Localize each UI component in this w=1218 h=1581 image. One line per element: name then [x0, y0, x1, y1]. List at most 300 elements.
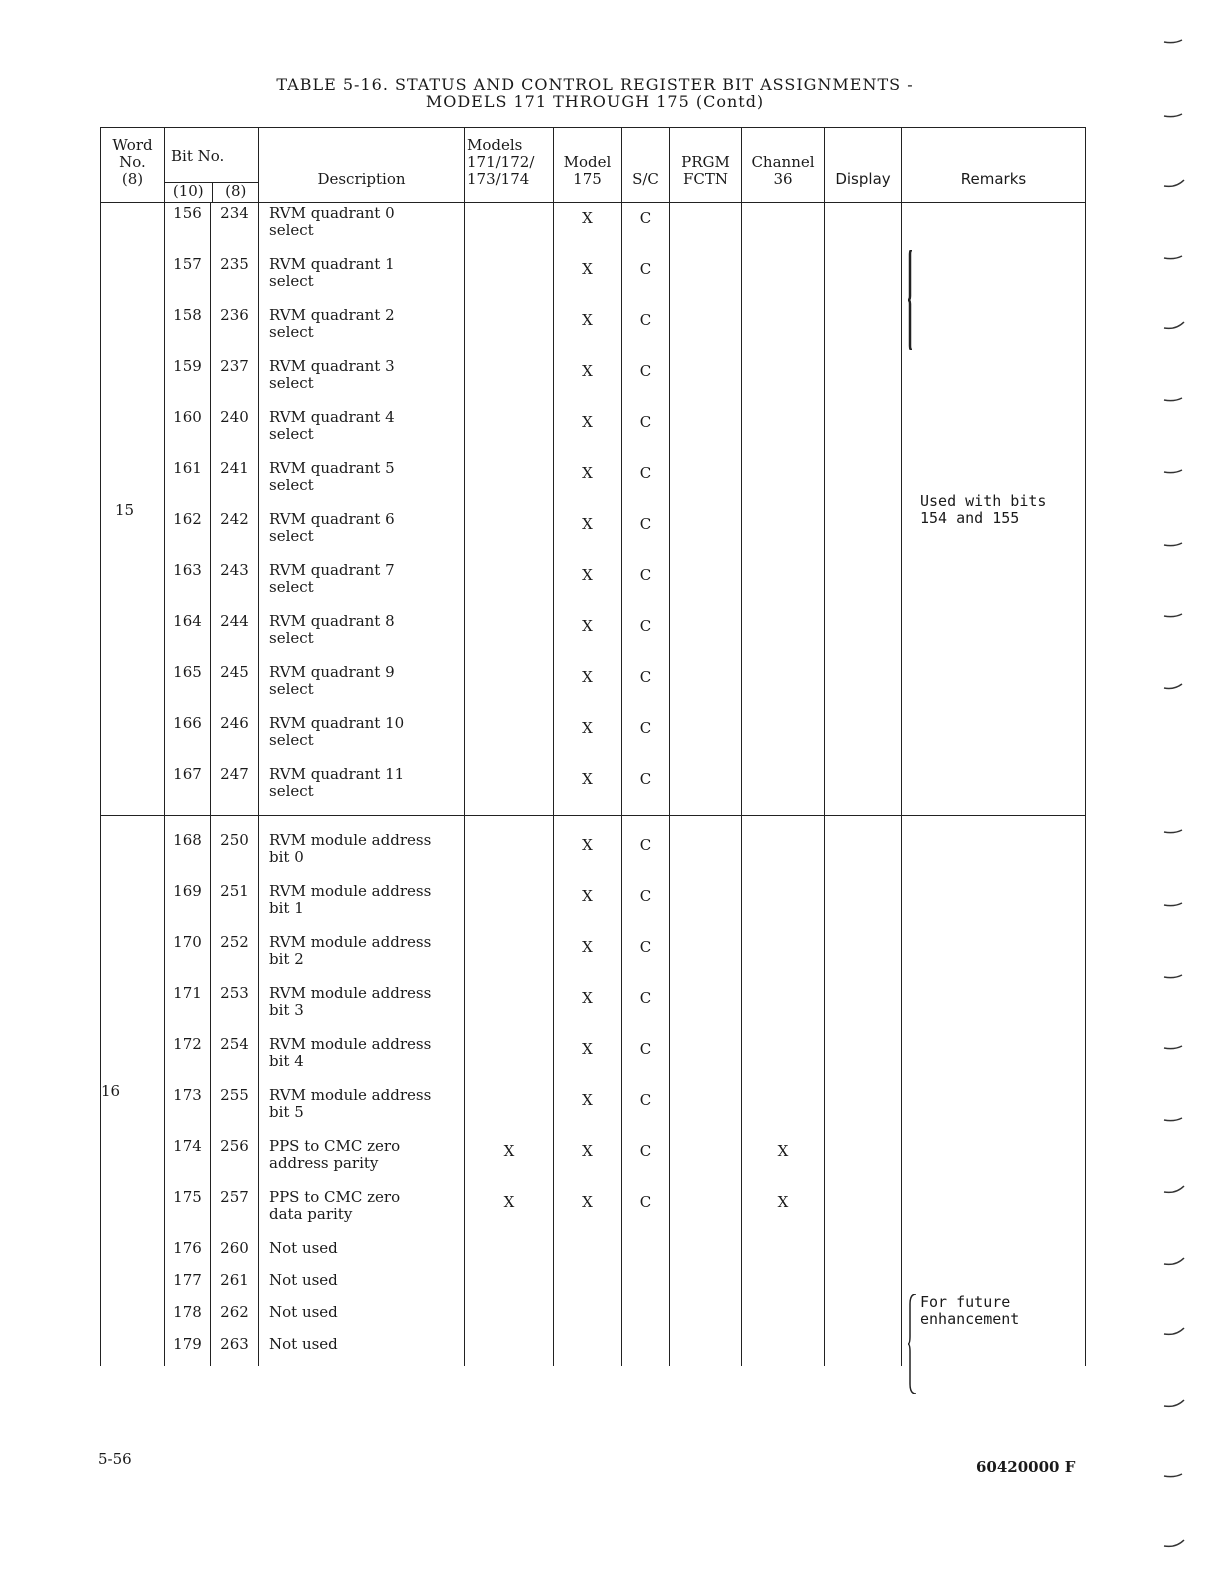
binding-mark: [1164, 322, 1184, 328]
bit-description: [259, 881, 465, 932]
models-171-174-mark: [465, 713, 554, 764]
description-line2: select: [269, 476, 314, 494]
binding-mark: [1164, 1540, 1184, 1546]
model-175-mark: X: [554, 407, 622, 458]
display-mark: [825, 1302, 902, 1334]
model-175-mark: X: [554, 458, 622, 509]
bit-decimal: 167: [165, 764, 211, 816]
bit-octal: 234: [211, 203, 259, 255]
channel-36-mark: [742, 560, 825, 611]
bit-octal: 235: [211, 254, 259, 305]
bit-decimal: 160: [165, 407, 211, 458]
bit-decimal: 173: [165, 1085, 211, 1136]
description-line1: RVM quadrant 7: [269, 561, 395, 579]
channel-36-mark: [742, 1085, 825, 1136]
display-mark: [825, 1034, 902, 1085]
bit-description: [259, 713, 465, 764]
bit-description: [259, 1334, 465, 1366]
description-line1: PPS to CMC zero: [269, 1137, 401, 1155]
brace-icon: [908, 1294, 918, 1394]
header-word: Word No. (8): [101, 128, 165, 203]
channel-36-mark: [742, 611, 825, 662]
prgm-fctn-mark: [670, 1238, 742, 1270]
sc-mark: C: [622, 881, 670, 932]
bit-description: [259, 1136, 465, 1187]
models-171-174-mark: [465, 662, 554, 713]
remarks-line2: 154 and 155: [920, 509, 1020, 527]
binding-mark: [1164, 256, 1182, 259]
bit-octal: 253: [211, 983, 259, 1034]
header-prgm-fctn: PRGM FCTN: [670, 128, 742, 203]
bit-octal: 260: [211, 1238, 259, 1270]
models-171-174-mark: [465, 254, 554, 305]
models-171-174-mark: [465, 1334, 554, 1366]
model-175-mark: [554, 1238, 622, 1270]
description-line2: bit 4: [269, 1052, 304, 1070]
models-171-174-mark: [465, 356, 554, 407]
description-line2: bit 5: [269, 1103, 304, 1121]
description-line2: select: [269, 782, 314, 800]
models-171-174-mark: [465, 830, 554, 881]
bit-decimal: 164: [165, 611, 211, 662]
model-175-mark: X: [554, 1136, 622, 1187]
model-175-mark: X: [554, 356, 622, 407]
word-number: 16: [101, 816, 165, 1367]
sc-mark: C: [622, 932, 670, 983]
display-mark: [825, 1270, 902, 1302]
remarks-line1: For future: [920, 1293, 1011, 1311]
display-mark: [825, 662, 902, 713]
prgm-fctn-mark: [670, 1302, 742, 1334]
description-line2: bit 1: [269, 899, 304, 917]
model-175-mark: [554, 1270, 622, 1302]
word-number: 15: [101, 203, 165, 816]
description-line1: RVM module address: [269, 1086, 432, 1104]
prgm-fctn-mark: [670, 713, 742, 764]
prgm-fctn-mark: [670, 1085, 742, 1136]
binding-mark: [1164, 1186, 1184, 1192]
binding-mark: [1164, 1474, 1182, 1477]
channel-36-mark: [742, 305, 825, 356]
display-mark: [825, 254, 902, 305]
prgm-fctn-mark: [670, 458, 742, 509]
remarks-line1: Used with bits: [920, 492, 1047, 510]
bit-decimal: 176: [165, 1238, 211, 1270]
sc-mark: C: [622, 356, 670, 407]
binding-mark: [1164, 1046, 1182, 1049]
models-171-174-mark: [465, 407, 554, 458]
header-bit-no: [165, 128, 259, 203]
description-line1: RVM module address: [269, 882, 432, 900]
description-line2: select: [269, 374, 314, 392]
sc-mark: C: [622, 983, 670, 1034]
channel-36-mark: [742, 983, 825, 1034]
model-175-mark: X: [554, 1187, 622, 1238]
sc-mark: C: [622, 1034, 670, 1085]
spacer-cell: [742, 816, 825, 831]
model-175-mark: X: [554, 509, 622, 560]
channel-36-mark: [742, 1270, 825, 1302]
channel-36-mark: [742, 509, 825, 560]
bit-decimal: 157: [165, 254, 211, 305]
bit-description: [259, 1238, 465, 1270]
description-line2: select: [269, 578, 314, 596]
description-line1: RVM quadrant 0: [269, 204, 395, 222]
description-line1: RVM quadrant 6: [269, 510, 395, 528]
bit-decimal: 172: [165, 1034, 211, 1085]
sc-mark: C: [622, 662, 670, 713]
model-175-mark: X: [554, 983, 622, 1034]
bit-decimal: 159: [165, 356, 211, 407]
description-line2: select: [269, 425, 314, 443]
prgm-fctn-mark: [670, 1270, 742, 1302]
bit-description: [259, 305, 465, 356]
models-171-174-mark: [465, 203, 554, 255]
description-line1: Not used: [269, 1335, 338, 1353]
prgm-fctn-mark: [670, 1334, 742, 1366]
models-171-174-mark: [465, 1085, 554, 1136]
models-171-174-mark: [465, 509, 554, 560]
bit-decimal: 156: [165, 203, 211, 255]
model-175-mark: X: [554, 713, 622, 764]
header-bit10: (10): [172, 182, 204, 200]
binding-mark: [1164, 398, 1182, 401]
sc-mark: [622, 1334, 670, 1366]
bit-octal: 256: [211, 1136, 259, 1187]
remarks-line2: enhancement: [920, 1310, 1020, 1328]
models-171-174-mark: [465, 611, 554, 662]
group-spacer-row: [101, 816, 1086, 831]
header-row: [101, 128, 1086, 203]
bit-decimal: 162: [165, 509, 211, 560]
description-line2: bit 0: [269, 848, 304, 866]
description-line2: bit 3: [269, 1001, 304, 1019]
channel-36-mark: [742, 662, 825, 713]
header-model-175: Model 175: [554, 128, 622, 203]
bit-decimal: 165: [165, 662, 211, 713]
bit-description: [259, 983, 465, 1034]
bit-decimal: 169: [165, 881, 211, 932]
header-channel-36: Channel 36: [742, 128, 825, 203]
header-remarks: Remarks: [902, 128, 1086, 203]
description-line2: select: [269, 323, 314, 341]
bit-description: [259, 407, 465, 458]
models-171-174-mark: [465, 1238, 554, 1270]
prgm-fctn-mark: [670, 203, 742, 255]
models-171-174-mark: [465, 305, 554, 356]
spacer-cell: [825, 816, 902, 831]
models-171-174-mark: [465, 764, 554, 816]
description-line1: RVM module address: [269, 831, 432, 849]
description-line1: RVM quadrant 11: [269, 765, 405, 783]
description-line1: RVM quadrant 2: [269, 306, 395, 324]
bit-assignment-table: [100, 127, 1086, 1366]
bit-description: [259, 560, 465, 611]
channel-36-mark: [742, 254, 825, 305]
sc-mark: C: [622, 407, 670, 458]
header-display: Display: [825, 128, 902, 203]
header-bit8: (8): [212, 183, 260, 202]
model-175-mark: X: [554, 305, 622, 356]
display-mark: [825, 830, 902, 881]
models-171-174-mark: X: [465, 1187, 554, 1238]
display-mark: [825, 713, 902, 764]
prgm-fctn-mark: [670, 830, 742, 881]
sc-mark: C: [622, 764, 670, 816]
binding-marks: [1160, 0, 1190, 1581]
sc-mark: C: [622, 1085, 670, 1136]
bit-description: [259, 1085, 465, 1136]
binding-mark: [1164, 1400, 1184, 1406]
bit-octal: 241: [211, 458, 259, 509]
binding-mark: [1164, 1258, 1184, 1264]
prgm-fctn-mark: [670, 509, 742, 560]
description-line1: Not used: [269, 1303, 338, 1321]
bit-description: [259, 764, 465, 816]
bit-description: [259, 1270, 465, 1302]
description-line2: select: [269, 680, 314, 698]
bit-description: [259, 1302, 465, 1334]
prgm-fctn-mark: [670, 407, 742, 458]
models-171-174-mark: [465, 932, 554, 983]
bit-octal: 245: [211, 662, 259, 713]
description-line2: select: [269, 272, 314, 290]
prgm-fctn-mark: [670, 1187, 742, 1238]
spacer-cell: [211, 816, 259, 831]
binding-mark: [1164, 180, 1184, 186]
display-mark: [825, 881, 902, 932]
description-line2: select: [269, 527, 314, 545]
bit-decimal: 171: [165, 983, 211, 1034]
bit-octal: 262: [211, 1302, 259, 1334]
description-line1: RVM quadrant 10: [269, 714, 405, 732]
bit-description: [259, 1187, 465, 1238]
channel-36-mark: [742, 458, 825, 509]
channel-36-mark: [742, 1238, 825, 1270]
bit-description: [259, 830, 465, 881]
bit-decimal: 158: [165, 305, 211, 356]
table-title: [0, 76, 1190, 110]
display-mark: [825, 1136, 902, 1187]
sc-mark: C: [622, 560, 670, 611]
channel-36-mark: [742, 407, 825, 458]
page-number: 5-56: [98, 1450, 132, 1468]
bit-octal: 250: [211, 830, 259, 881]
document-number: 60420000 F: [976, 1458, 1076, 1476]
description-line1: RVM quadrant 8: [269, 612, 395, 630]
prgm-fctn-mark: [670, 662, 742, 713]
bit-description: [259, 356, 465, 407]
model-175-mark: [554, 1302, 622, 1334]
display-mark: [825, 560, 902, 611]
group-remarks: [902, 816, 1086, 1367]
bit-octal: 246: [211, 713, 259, 764]
display-mark: [825, 1238, 902, 1270]
model-175-mark: X: [554, 611, 622, 662]
header-bit-no-label: Bit No.: [171, 147, 225, 165]
channel-36-mark: [742, 1302, 825, 1334]
bit-decimal: 177: [165, 1270, 211, 1302]
bit-octal: 251: [211, 881, 259, 932]
binding-mark: [1164, 40, 1182, 43]
models-171-174-mark: [465, 1034, 554, 1085]
spacer-cell: [622, 816, 670, 831]
display-mark: [825, 305, 902, 356]
bit-description: [259, 1034, 465, 1085]
bit-octal: 243: [211, 560, 259, 611]
sc-mark: C: [622, 1187, 670, 1238]
model-175-mark: X: [554, 764, 622, 816]
bit-octal: 237: [211, 356, 259, 407]
channel-36-mark: [742, 830, 825, 881]
description-line1: Not used: [269, 1271, 338, 1289]
description-line1: RVM quadrant 4: [269, 408, 395, 426]
prgm-fctn-mark: [670, 611, 742, 662]
prgm-fctn-mark: [670, 356, 742, 407]
description-line1: RVM quadrant 5: [269, 459, 395, 477]
model-175-mark: X: [554, 1034, 622, 1085]
description-line1: RVM quadrant 1: [269, 255, 395, 273]
model-175-mark: X: [554, 932, 622, 983]
display-mark: [825, 203, 902, 255]
bit-octal: 263: [211, 1334, 259, 1366]
display-mark: [825, 983, 902, 1034]
description-line1: RVM quadrant 9: [269, 663, 395, 681]
sc-mark: C: [622, 1136, 670, 1187]
description-line2: select: [269, 629, 314, 647]
bit-description: [259, 458, 465, 509]
models-171-174-mark: X: [465, 1136, 554, 1187]
model-175-mark: X: [554, 881, 622, 932]
table-row: [101, 203, 1086, 255]
sc-mark: C: [622, 458, 670, 509]
bit-octal: 257: [211, 1187, 259, 1238]
channel-36-mark: [742, 713, 825, 764]
table-body: [101, 203, 1086, 1367]
description-line1: RVM module address: [269, 984, 432, 1002]
prgm-fctn-mark: [670, 764, 742, 816]
display-mark: [825, 458, 902, 509]
description-line2: bit 2: [269, 950, 304, 968]
prgm-fctn-mark: [670, 983, 742, 1034]
sc-mark: C: [622, 830, 670, 881]
display-mark: [825, 356, 902, 407]
bit-octal: 247: [211, 764, 259, 816]
bit-decimal: 179: [165, 1334, 211, 1366]
display-mark: [825, 1334, 902, 1366]
description-line2: select: [269, 221, 314, 239]
spacer-cell: [259, 816, 465, 831]
remarks-brace-wrap: [902, 250, 1085, 770]
channel-36-mark: [742, 1334, 825, 1366]
channel-36-mark: X: [742, 1136, 825, 1187]
bit-description: [259, 509, 465, 560]
spacer-cell: [165, 816, 211, 831]
description-line1: RVM quadrant 3: [269, 357, 395, 375]
prgm-fctn-mark: [670, 1136, 742, 1187]
bit-octal: 236: [211, 305, 259, 356]
binding-mark: [1164, 903, 1182, 906]
model-175-mark: X: [554, 560, 622, 611]
bit-decimal: 170: [165, 932, 211, 983]
models-171-174-mark: [465, 458, 554, 509]
spacer-cell: [465, 816, 554, 831]
header-description: Description: [259, 128, 465, 203]
display-mark: [825, 1085, 902, 1136]
bit-octal: 242: [211, 509, 259, 560]
bit-description: [259, 254, 465, 305]
model-175-mark: X: [554, 1085, 622, 1136]
description-line1: RVM module address: [269, 933, 432, 951]
binding-mark: [1164, 1328, 1184, 1334]
sc-mark: C: [622, 713, 670, 764]
channel-36-mark: X: [742, 1187, 825, 1238]
bit-decimal: 175: [165, 1187, 211, 1238]
header-sc: S/C: [622, 128, 670, 203]
description-line2: address parity: [269, 1154, 379, 1172]
binding-mark: [1164, 543, 1182, 546]
model-175-mark: X: [554, 830, 622, 881]
prgm-fctn-mark: [670, 560, 742, 611]
prgm-fctn-mark: [670, 305, 742, 356]
table-title-line1: TABLE 5-16. STATUS AND CONTROL REGISTER BIT ASSIGNMENTS -: [276, 75, 914, 94]
bit-decimal: 178: [165, 1302, 211, 1334]
models-171-174-mark: [465, 560, 554, 611]
sc-mark: [622, 1302, 670, 1334]
binding-mark: [1164, 470, 1182, 473]
model-175-mark: X: [554, 662, 622, 713]
description-line2: data parity: [269, 1205, 353, 1223]
models-171-174-mark: [465, 881, 554, 932]
sc-mark: [622, 1238, 670, 1270]
description-line2: select: [269, 731, 314, 749]
prgm-fctn-mark: [670, 1034, 742, 1085]
models-171-174-mark: [465, 1270, 554, 1302]
bit-octal: 252: [211, 932, 259, 983]
models-171-174-mark: [465, 1302, 554, 1334]
binding-mark: [1164, 684, 1182, 689]
sc-mark: C: [622, 509, 670, 560]
sc-mark: C: [622, 254, 670, 305]
bit-octal: 255: [211, 1085, 259, 1136]
bit-description: [259, 203, 465, 255]
display-mark: [825, 1187, 902, 1238]
binding-mark: [1164, 614, 1182, 617]
channel-36-mark: [742, 764, 825, 816]
bit-decimal: 168: [165, 830, 211, 881]
bit-description: [259, 932, 465, 983]
description-line1: RVM module address: [269, 1035, 432, 1053]
display-mark: [825, 407, 902, 458]
display-mark: [825, 509, 902, 560]
channel-36-mark: [742, 1034, 825, 1085]
display-mark: [825, 764, 902, 816]
sc-mark: C: [622, 611, 670, 662]
group-remarks: [902, 203, 1086, 816]
models-171-174-mark: [465, 983, 554, 1034]
bit-octal: 254: [211, 1034, 259, 1085]
bit-decimal: 161: [165, 458, 211, 509]
sc-mark: C: [622, 203, 670, 255]
binding-mark: [1164, 975, 1182, 978]
model-175-mark: X: [554, 203, 622, 255]
sc-mark: [622, 1270, 670, 1302]
bit-octal: 261: [211, 1270, 259, 1302]
display-mark: [825, 611, 902, 662]
spacer-cell: [554, 816, 622, 831]
bit-decimal: 174: [165, 1136, 211, 1187]
brace-icon: [908, 250, 918, 350]
